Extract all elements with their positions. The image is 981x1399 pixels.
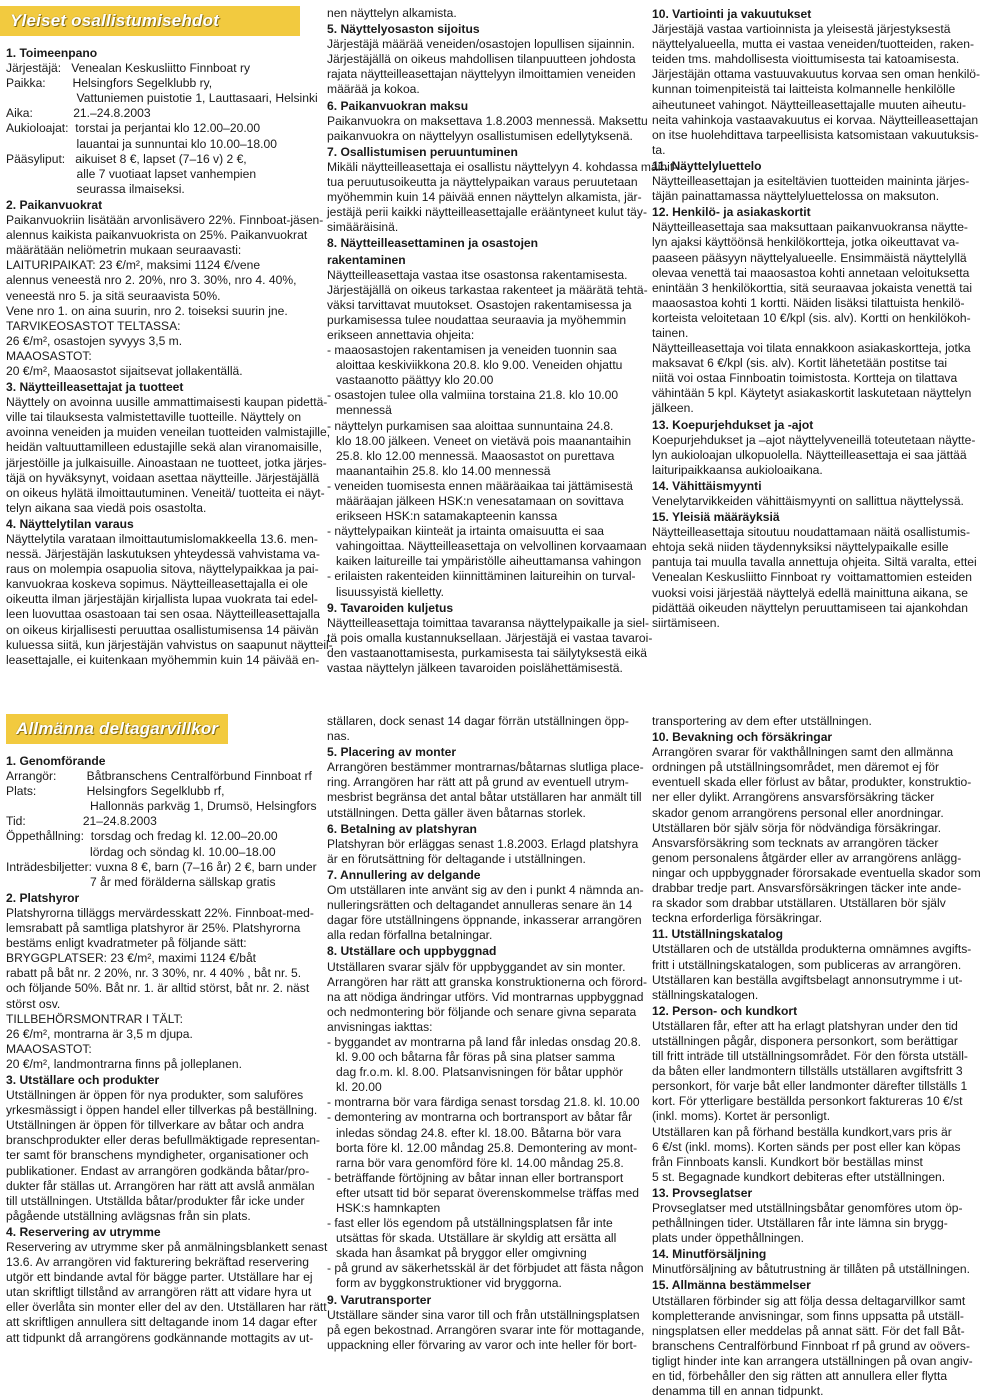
text-line: Öppethållning: torsdag och fredag kl. 12.00–20.00 bbox=[6, 829, 278, 844]
text-line: plats under öppethållningen. bbox=[652, 1231, 804, 1246]
section-heading: 9. Tavaroiden kuljetus bbox=[327, 600, 454, 615]
text-line: - byggandet av montrarna på land får inledas onsdag 20.8. bbox=[327, 1034, 641, 1049]
text-line: skada han åsamkat på bryggor eller omgivning bbox=[336, 1246, 587, 1261]
text-line: alennus veneestä nro 2. 20%, nro 3. 30%, nro 4. 40%, bbox=[6, 273, 297, 288]
section-heading: 10. Vartiointi ja vakuutukset bbox=[652, 7, 812, 21]
text-line: MAAOSASTOT: bbox=[6, 348, 92, 363]
text-line: - erilaisten rakenteiden kiinnittäminen laitureihin on turval- bbox=[327, 569, 636, 584]
swedish-banner-title: Allmänna deltagarvillkor bbox=[16, 719, 219, 738]
text-line: määrää ja kokoa. bbox=[327, 82, 420, 97]
text-line: - osastojen tulee olla valmiina torstaina 21.8. klo 10.00 bbox=[327, 388, 619, 403]
text-line: aiheutuneet vahingot. Näytteilleasettajalle muuten aiheutu- bbox=[652, 97, 966, 112]
text-line: simääräisinä. bbox=[327, 220, 399, 235]
text-line: tigligt hinder inte kan arrangera utställningen på ovan angiv- bbox=[652, 1353, 973, 1368]
text-line: väksi tarvittavat muutokset. Osastojen rakentamisessa ja bbox=[327, 297, 632, 312]
text-line: - montrarna bör vara färdiga senast torsdag 21.8. kl. 10.00 bbox=[327, 1095, 640, 1110]
text-line: laituripaikkaansa aukioloaikana. bbox=[652, 462, 823, 477]
text-line: 5 st. Begagnade kundkort debiteras efter utställningen. bbox=[652, 1169, 946, 1184]
text-line: kunnan toimenpiteistä tai laitteista kolmannelle henkilölle bbox=[652, 82, 956, 97]
text-line: lyn ajaksi käyttöönsä henkilökortteja, jotka oikeuttavat va- bbox=[652, 235, 960, 250]
text-line: - fast eller lös egendom på utställningsplatsen får inte bbox=[327, 1216, 613, 1231]
finnish-banner bbox=[0, 6, 300, 36]
text-line: utan skriftligt tillstånd av arrangören rätt att vidare hyra ut bbox=[6, 1285, 312, 1300]
text-line: Pääsyliput: aikuiset 8 €, lapset (7–16 v) 2 €, bbox=[6, 151, 247, 166]
text-line: och följande 50%. Båt nr. 1. är alltid störst, båt nr. 2. näst bbox=[6, 981, 310, 996]
text-line: klo 18.00 jälkeen. Veneet on vietävä pois maanantaihin bbox=[336, 433, 632, 448]
text-line: Näyttelytila varataan ilmoittautumislomakkeella 13.6. men- bbox=[6, 532, 318, 546]
text-line: nen näyttelyn alkamista. bbox=[327, 6, 457, 20]
text-line: lyn aukioloajan ulkopuolella. Näytteilleasettaja ei saa jättää bbox=[652, 447, 967, 462]
section-heading: 7. Osallistumisen peruuntuminen bbox=[327, 144, 518, 159]
text-line: bestäms enligt kvadratmeter på följande sätt: bbox=[6, 936, 247, 951]
text-line: tua peruutusoikeutta ja näyttelypaikan varaus peruutetaan bbox=[327, 175, 638, 190]
text-line: Mikäli näytteilleasettaja ei osallistu näyttelyyn 4. kohdassa mainit- bbox=[327, 159, 678, 174]
text-line: Om utställaren inte använt sig av den i punkt 4 nämnda an- bbox=[327, 883, 644, 898]
text-line: pantuja tai muulla tavalla annettuja ohjeita. Siltä varalta, ettei bbox=[652, 555, 977, 570]
section-heading: 14. Minutförsäljning bbox=[652, 1247, 767, 1262]
text-line: pidättää oikeuden näyttelyn peruuttamiseen tai ajankohdan bbox=[652, 600, 969, 615]
section-heading: 4. Reservering av utrymme bbox=[6, 1224, 161, 1239]
section-heading: 1. Genomförande bbox=[6, 754, 106, 768]
section-heading: 6. Betalning av platshyran bbox=[327, 821, 477, 836]
text-line: 26 €/m², montrarna är 3,5 m djupa. bbox=[6, 1026, 193, 1041]
text-line: tainen. bbox=[652, 325, 689, 340]
text-line: 6 €/st (inkl. moms). Korten sänds per post eller kan köpas bbox=[652, 1139, 961, 1154]
text-line: lemsrabatt på samtliga platshyror är 25%. Platshyrorna bbox=[6, 921, 301, 936]
section-heading: 13. Koepurjehdukset ja -ajot bbox=[652, 417, 814, 432]
text-line: nulleringsrätten och deltagandet annulleras senare än 14 bbox=[327, 898, 633, 913]
text-line: mesbrist begränsa det antal båtar utställaren har anmält till bbox=[327, 790, 642, 805]
text-line: ter samt för branschens myndigheter, organisationer och bbox=[6, 1148, 309, 1163]
text-line: nas. bbox=[327, 729, 350, 744]
text-line: - beträffande förtöjning av båtar innan eller bortransport bbox=[327, 1170, 624, 1185]
text-line: Näytteilleasettaja voi tilata ennakkoon asiakaskortteja, jotka bbox=[652, 341, 971, 356]
text-line: dagar före utställningens öppnande, inkasserar arrangören bbox=[327, 913, 642, 928]
text-line: branschens Centralförbund Finnboat rf på grund av oövers- bbox=[652, 1338, 970, 1353]
text-line: Järjestäjä: Venealan Keskusliitto Finnboat ry bbox=[6, 61, 251, 76]
text-line: Paikanvuokra on maksettava 1.8.2003 mennessä. Maksettu bbox=[327, 113, 648, 128]
text-line: - näyttelypaikan kiinteät ja irtainta omaisuutta ei saa bbox=[327, 524, 604, 539]
text-line: lördag och söndag kl. 10.00–18.00 bbox=[6, 844, 276, 859]
text-line: Utställare sänder sina varor till och från utställningsplatsen bbox=[327, 1307, 640, 1322]
text-line: från Finnboats kansli. Kundkort bör beställas minst bbox=[652, 1154, 923, 1169]
text-line: siirtämiseen. bbox=[652, 615, 720, 630]
text-line: leen luovuttaa osastoaan tai sen osaa. Näytteilleasettajalla bbox=[6, 607, 320, 622]
text-line: drabbar tredje part. Ansvarsförsäkringen täcker inte ande- bbox=[652, 881, 962, 896]
text-line: uppackning eller förvaring av varor och inte heller för bort- bbox=[327, 1337, 637, 1352]
section-heading: 12. Henkilö- ja asiakaskortit bbox=[652, 205, 811, 220]
text-line: Järjestäjä vastaa vartioinnista ja yleisestä järjestyksestä bbox=[652, 22, 951, 37]
text-line: dag fr.o.m. kl. 8.00. Platsanvisningen för båtar upphör bbox=[336, 1065, 624, 1080]
section-heading: 15. Yleisiä määräyksiä bbox=[652, 510, 780, 525]
text-line: eller överlåta sin monter eller del av den. Utställaren har rätt bbox=[6, 1300, 327, 1315]
text-line: na att nödiga ändringar utförs. Vid montrarnas uppbyggnad bbox=[327, 989, 644, 1004]
text-line: 13.6. Av arrangören vid fakturering bekräftad reservering bbox=[6, 1255, 309, 1270]
text-line: vastaanotto päättyy klo 20.00 bbox=[336, 373, 494, 388]
swedish-banner bbox=[6, 714, 228, 744]
text-line: Utställaren kan på förhand beställa kundkort,vars pris är bbox=[652, 1124, 952, 1139]
text-line: 7 år med förälderna sällskap gratis bbox=[6, 874, 276, 889]
text-line: olevaa venettä tai maaosastoa kohti annetaan veloituksetta bbox=[652, 265, 970, 280]
text-line: Järjestäjällä on oikeus mahdollisen tilanpuutteen johdosta bbox=[327, 52, 636, 67]
text-line: jestäjä perii kaikki näytteilleasettajalle erääntyneet kulut täy- bbox=[327, 205, 647, 220]
text-line: aloittaa keskiviikkona 20.8. klo 9.00. Veneiden ohjattu bbox=[336, 358, 623, 373]
text-line: utgör ett bindande avtal för bägge parter. Utställare har ej bbox=[6, 1270, 313, 1285]
text-line: on oikeus kirjallisesti peruuttaa osallistumisensa 14 päivän bbox=[6, 622, 319, 637]
text-line: enintään 3 henkilökorttia, sitä seuraavaa jokaista venettä tai bbox=[652, 280, 973, 295]
section-heading: 14. Vähittäismyynti bbox=[652, 478, 762, 493]
text-line: vahingoittaa. Näytteilleasettaja on velvollinen korvaamaan bbox=[336, 539, 647, 554]
section-heading: 6. Paikanvuokran maksu bbox=[327, 98, 469, 113]
text-line: TARVIKEOSASTOT TELTASSA: bbox=[6, 318, 181, 333]
text-line: LAITURIPAIKAT: 23 €/m², maksimi 1124 €/vene bbox=[6, 258, 261, 273]
text-line: personkort, för varje båt eller landmonter därefter tillställs 1 bbox=[652, 1079, 968, 1094]
text-line: Hallonnäs parkväg 1, Drumsö, Helsingfors bbox=[6, 799, 317, 814]
text-line: Näytteilleasettaja saa maksuttaan paikanvuokransa näytte- bbox=[652, 220, 968, 235]
text-line: publikationer. Endast av arrangören godkända båtar/pro- bbox=[6, 1163, 310, 1178]
text-line: rabatt på båt nr. 2 20%, nr. 3 30%, nr. 4 40% , båt nr. 5. bbox=[6, 966, 302, 981]
text-line: Plats: Helsingfors Segelklubb rf, bbox=[6, 784, 225, 799]
text-line: är en förutsättning för deltagande i utställningen. bbox=[327, 851, 586, 866]
swedish-column-1 bbox=[6, 714, 328, 1365]
text-line: till utställningen. Utställda båtar/produkter får icke under bbox=[6, 1193, 305, 1208]
text-line: 20 €/m², Maaosastot sijaitsevat jollakentällä. bbox=[6, 363, 243, 378]
text-line: maanantaihin 25.8. klo 14.00 mennessä bbox=[336, 463, 551, 478]
text-line: yrkesmässigt i öppen handel eller tillverkas på beställning. bbox=[6, 1103, 318, 1118]
text-line: tä pois omalla kustannuksellaan. Järjestäjä ei vastaa tavaroi- bbox=[327, 630, 653, 645]
swedish-column-2 bbox=[327, 714, 647, 1365]
text-line: alle 7 vuotiaat lapset vanhempien bbox=[6, 166, 257, 181]
section-heading: 11. Näyttelyluettelo bbox=[652, 158, 762, 173]
text-line: Näytteilleasettaja toimittaa tavaransa näyttelypaikalle ja siel- bbox=[327, 615, 649, 630]
section-heading: 7. Annullering av delgande bbox=[327, 867, 481, 882]
text-line: järjestöille ja julkaisuille. Ainoastaan ne tuotteet, jotka järjes- bbox=[6, 455, 327, 470]
finnish-column-3 bbox=[652, 6, 981, 700]
text-line: neita vahinkoja vastaavakuutus ei korvaa. Näytteilleasettajan bbox=[652, 112, 979, 127]
section-heading: 1. Toimeenpano bbox=[6, 46, 98, 60]
text-line: paikanvuokra on näyttelyyn osallistumisen edellytyksenä. bbox=[327, 128, 633, 143]
text-line: leasettajalle, ei kuitenkaan myöhemmin kuin 14 päivää en- bbox=[6, 652, 320, 667]
text-line: BRYGGPLATSER: 23 €/m², maximi 1124 €/båt bbox=[6, 951, 257, 966]
text-line: ordningen på utställningsområdet, men däremot ej för bbox=[652, 760, 940, 775]
text-line: Venelytarvikkeiden vähittäismyynti on sallittua näyttelyssä. bbox=[652, 494, 964, 508]
text-line: erikseen annettavia ohjeita: bbox=[327, 327, 475, 342]
finnish-column-1 bbox=[6, 6, 333, 700]
text-line: pågående utställning avlägsnas från sin plats. bbox=[6, 1208, 251, 1223]
text-line: niitä voi ostaa Finnboatin toimistosta. Kortteja on tilattava bbox=[652, 371, 958, 386]
finnish-banner-title: Yleiset osallistumisehdot bbox=[10, 11, 220, 30]
text-line: Platshyrorna tilläggs mervärdesskatt 22%. Finnboat-med- bbox=[6, 905, 314, 920]
text-line: täjä on hyväksynyt, voidaan asettaa näytteille. Järjestäjällä bbox=[6, 470, 320, 485]
text-line: Näytteilleasettajan ja esiteltävien tuotteiden maininta järjes- bbox=[652, 174, 970, 189]
section-heading: 2. Platshyror bbox=[6, 890, 80, 905]
text-line: att skriftligen annullera sitt deltagande inom 14 dagar efter bbox=[6, 1315, 318, 1330]
section-heading: 10. Bevakning och försäkringar bbox=[652, 730, 833, 745]
section-heading: 3. Näytteilleasettajat ja tuotteet bbox=[6, 380, 184, 395]
text-line: störst osv. bbox=[6, 996, 61, 1011]
text-line: da båten eller landmontern tillställs utställaren avgiftsfritt 3 bbox=[652, 1064, 963, 1079]
text-line: Utställningen är öppen för nya produkter, som saluföres bbox=[6, 1088, 304, 1103]
section-heading: 5. Näyttelyosaston sijoitus bbox=[327, 22, 480, 37]
text-line: TILLBEHÖRSMONTRAR I TÄLT: bbox=[6, 1011, 183, 1026]
swedish-section bbox=[0, 708, 981, 1399]
text-line: kl. 20.00 bbox=[336, 1080, 382, 1095]
text-line: Ansvarsförsäkring som tecknats av arrangören täcker bbox=[652, 835, 939, 850]
text-line: Minutförsäljning av båtutrustning är tillåten på utställningen. bbox=[652, 1262, 970, 1277]
text-line: jälkeen. bbox=[652, 401, 694, 416]
text-line: kompletterande anvisningar, som finns uppsatta på utställ- bbox=[652, 1308, 964, 1323]
text-line: genom personalens åtgärder eller av arrangörens anlägg- bbox=[652, 850, 962, 865]
text-line: kaiken laitureille tai ympäristölle aiheuttamansa vahingon bbox=[336, 554, 642, 569]
text-line: alla redan förfallna betalningar. bbox=[327, 928, 493, 943]
text-line: 25.8. klo 12.00 mennessä. Maaosastot on purettava bbox=[336, 448, 615, 463]
text-line: eventuell skada eller förlust av båtar, produkter, konstruktio- bbox=[652, 775, 972, 790]
text-line: utställningen pågår, disponera personkort, som berättigar bbox=[652, 1033, 958, 1048]
text-line: 20 €/m², landmontrarna finns på jolleplanen. bbox=[6, 1056, 242, 1071]
text-line: Vene nro 1. on aina suurin, nro 2. toiseksi suurin jne. bbox=[6, 303, 288, 318]
text-line: Utställaren kan beställa avgiftsbelagt annonsutrymme i ut- bbox=[652, 972, 963, 987]
text-line: Tid: 21–24.8.2003 bbox=[6, 814, 157, 829]
text-line: teckna erforderliga försäkringar. bbox=[652, 911, 823, 926]
text-line: Utställaren får, efter att ha erlagt platshyran under den tid bbox=[652, 1018, 958, 1033]
text-line: Paikka: Helsingfors Segelklubb ry, bbox=[6, 76, 213, 91]
text-line: till fritt inträde till utställningsområdet. För den första utställ- bbox=[652, 1049, 968, 1064]
text-line: heidän valtuuttamilleen edustajille sekä alan viranomaisille, bbox=[6, 440, 322, 455]
text-line: Arrangören svarar för vakthållningen samt den allmänna bbox=[652, 745, 954, 760]
text-line: lauantai ja sunnuntai klo 10.00–18.00 bbox=[6, 136, 277, 151]
text-line: Koepurjehdukset ja –ajot näyttelyveneillä toteutetaan näytte- bbox=[652, 432, 976, 447]
text-line: utsättas för skada. Utställare är skyldig att ersätta all bbox=[336, 1231, 617, 1246]
text-line: ville tai tilauksesta valmistettaville tuotteille. Näyttely on bbox=[6, 410, 302, 425]
text-line: Aukioloajat: torstai ja perjantai klo 12.00–20.00 bbox=[6, 121, 261, 136]
text-line: kort. För ytterligare beställda personkort faktureras 10 €/st bbox=[652, 1094, 963, 1109]
text-line: vähintään 5 kpl. Käytetyt asiakaskortit laskutetaan näyttelyn bbox=[652, 386, 972, 401]
swedish-column-3 bbox=[652, 714, 981, 1399]
text-line: utställningen. Detta gäller även båtarnas storlek. bbox=[327, 805, 586, 820]
text-line: vuoksi voisi järjestää näyttelyä edellä mainittuna aikana, se bbox=[652, 585, 968, 600]
text-line: on oikeus hylätä ilmoittautuminen. Veneitä/ tuotteita ei näyt- bbox=[6, 485, 325, 500]
text-line: Järjestäjällä on oikeus tarkastaa rakenteet ja määrätä tehtä- bbox=[327, 282, 648, 297]
text-line: - veneiden tuomisesta ennen määräaikaa tai jättämisestä bbox=[327, 478, 633, 493]
section-heading: rakentaminen bbox=[327, 252, 406, 267]
text-line: Utställaren förbinder sig att följa dessa deltagarvillkor samt bbox=[652, 1293, 966, 1308]
text-line: på egen bekostnad. Arrangören svarar inte för mottagande, bbox=[327, 1322, 645, 1337]
text-line: Reservering av utrymme sker på anmälningsblankett senast bbox=[6, 1240, 328, 1254]
section-heading: 4. Näyttelytilan varaus bbox=[6, 516, 134, 531]
text-line: ner eller dylikt. Arrangörens ansvarsförsäkring täcker bbox=[652, 790, 935, 805]
text-line: skador genom arrangörens personal eller anordningar. bbox=[652, 805, 944, 820]
text-line: on itse huolehdittava tarpeellisista katsomistaan vakuutuksis- bbox=[652, 127, 979, 142]
text-line: fritt i utställningskatalogen, som publiceras av arrangören. bbox=[652, 957, 962, 972]
text-line: efter utsatt tid bör separat överenskommelse träffas med bbox=[336, 1185, 639, 1200]
section-heading: 9. Varutransporter bbox=[327, 1292, 432, 1307]
section-heading: 5. Placering av monter bbox=[327, 745, 457, 760]
text-line: HSK:s hamnkapten bbox=[336, 1201, 441, 1215]
text-line: Näytteilleasettaja vastaa itse osastonsa rakentamisesta. bbox=[327, 267, 628, 282]
text-line: och nedmontering bör följande och senare givna separata bbox=[327, 1004, 637, 1019]
section-heading: 3. Utställare och produkter bbox=[6, 1072, 160, 1087]
text-line: Utställningen är öppen för tillverkare av båtar och andra bbox=[6, 1118, 304, 1133]
text-line: Arrangören bestämmer montrarnas/båtarnas slutliga place- bbox=[327, 760, 644, 775]
text-line: kanvuokraa koskeva sopimus. Näytteilleasettajalla ei ole bbox=[6, 577, 308, 592]
text-line: paaseen pääsyyn näyttelyalueelle. Ensimmäistä näyttelyllä bbox=[652, 250, 967, 265]
text-line: Paikanvuokriin lisätään arvonlisävero 22%. Finnboat-jäsen- bbox=[6, 213, 324, 228]
section-heading: 13. Provseglatser bbox=[652, 1185, 753, 1200]
text-line: denamma till en annan tidpunkt. bbox=[652, 1384, 824, 1399]
text-line: Platshyran bör erläggas senast 1.8.2003. Erlagd platshyra bbox=[327, 836, 639, 851]
text-line: - maaosastojen rakentamisen ja veneiden tuonnin saa bbox=[327, 343, 617, 358]
text-line: Venealan Keskusliitto Finnboat ry voittamattomien esteiden bbox=[652, 570, 972, 585]
text-line: Näytteilleasettaja sitoutuu noudattamaan näitä osallistumis- bbox=[652, 525, 970, 540]
text-line: Inträdesbiljetter: vuxna 8 €, barn (7–16 år) 2 €, barn under bbox=[6, 859, 317, 874]
text-line: seurassa ilmaiseksi. bbox=[6, 181, 185, 196]
text-line: MAAOSASTOT: bbox=[6, 1041, 92, 1056]
text-line: Aika: 21.–24.8.2003 bbox=[6, 106, 151, 121]
text-line: rarna bör vara genomförd före kl. 14.00 måndag 25.8. bbox=[336, 1155, 624, 1170]
text-line: den vastaanottamisesta, purkamisesta tai säilytyksestä eikä bbox=[327, 645, 647, 660]
text-line: en tid, förbehåller den sig rätten att annullera eller flytta bbox=[652, 1369, 948, 1384]
text-line: lisuussyistä kielletty. bbox=[336, 584, 444, 599]
text-line: täjän painattamassa näyttelyluettelossa on maksuton. bbox=[652, 189, 940, 204]
text-line: inledas söndag 24.8. efter kl. 18.00. Båtarna bör vara bbox=[336, 1125, 622, 1140]
text-line: oikeutta ilman järjestäjän kirjallista lupaa vuokrata tai edel- bbox=[6, 592, 318, 607]
text-line: veneestä nro 5. ja sitä seuraavista 50%. bbox=[6, 288, 221, 303]
text-line: Provseglatser med utställningsbåtar genomföres utom öp- bbox=[652, 1201, 963, 1215]
text-line: - på grund av säkerhetsskäl är det förbjudet att fästa någon bbox=[327, 1261, 644, 1276]
text-line: Utställaren svarar själv för uppbyggandet av sin monter. bbox=[327, 959, 626, 974]
text-line: (inkl. moms). Kortet är personligt. bbox=[652, 1109, 831, 1124]
text-line: vastaa näyttelyn jälkeen tavaroiden poislähettämisestä. bbox=[327, 661, 623, 676]
text-line: Arrangören har rätt att granska konstruktionerna och förord- bbox=[327, 974, 647, 989]
text-line: Järjestäjä määrää veneiden/osastojen lopullisen sijainnin. bbox=[327, 37, 635, 52]
text-line: purkamisessa tulee noudattaa seuraavia ja myöhemmin bbox=[327, 312, 627, 327]
text-line: ehtoja sekä niiden täydennyksiksi näyttelypaikalle esille bbox=[652, 540, 949, 555]
text-line: erikseen HSK:n satamakapteenin kanssa bbox=[336, 509, 558, 524]
text-line: Järjestäjän ottama vastuuvakuutus korvaa sen oman henkilö- bbox=[652, 67, 981, 82]
text-line: - demontering av montrarna och bortransport av båtar får bbox=[327, 1110, 633, 1125]
text-line: kl. 9.00 och båtarna får föras på sina platser samma bbox=[336, 1050, 615, 1065]
text-line: kuluessa siitä, kun järjestäjän vahvistus on saapunut näytteil- bbox=[6, 637, 333, 652]
text-line: ta. bbox=[652, 142, 666, 157]
text-line: korteista veloitetaan 10 €/kpl (sis. alv). Kortti on henkilökoh- bbox=[652, 310, 971, 325]
section-heading: 15. Allmänna bestämmelser bbox=[652, 1278, 811, 1293]
text-line: 26 €/m², osastojen syvyys 3,5 m. bbox=[6, 333, 183, 348]
text-line: avoinna veneiden ja muiden veneilan tuotteiden valmistajille, bbox=[6, 425, 331, 440]
text-line: mennessä bbox=[336, 403, 392, 418]
text-line: - näyttelyn purkamisen saa aloittaa sunnuntaina 24.8. bbox=[327, 418, 614, 433]
text-line: att tidpunkt då arrangörens godkännande mottagits av ut- bbox=[6, 1330, 314, 1345]
text-line: ningsplatsen eller meddelas på annat sätt. För det fall Båt- bbox=[652, 1323, 965, 1338]
text-line: ring. Arrangören har rätt att på grund av eventuell utrym- bbox=[327, 775, 629, 790]
text-line: alennus kaikista paikanvuokrista on 25%. Paikanvuokrat bbox=[6, 228, 308, 243]
text-line: Arrangör: Båtbranschens Centralförbund Finnboat rf bbox=[6, 769, 312, 784]
text-line: nessä. Järjestäjän laskutuksen yhteydessä vahvistama va- bbox=[6, 547, 320, 562]
section-heading: 8. Näytteilleasettaminen ja osastojen bbox=[327, 236, 539, 251]
text-line: transportering av dem efter utställningen. bbox=[652, 714, 872, 728]
text-line: ställaren, dock senast 14 dagar förrän utställningen öpp- bbox=[327, 714, 629, 728]
text-line: dukter får ställas ut. Arrangören har rätt att avslå anmälan bbox=[6, 1178, 315, 1193]
section-heading: 12. Person- och kundkort bbox=[652, 1003, 798, 1018]
text-line: Näyttely on avoinna uusille ammattimaisesti kaupan pidettä- bbox=[6, 395, 328, 410]
text-line: Vattuniemen puistotie 1, Lauttasaari, Helsinki bbox=[6, 91, 318, 106]
text-line: branschprodukter eller deras befullmäktigade representan- bbox=[6, 1133, 320, 1148]
text-line: raus on molempia osapuolia sitova, näyttelypaikkaa ja pai- bbox=[6, 562, 319, 577]
text-line: Utställaren och de utställda produkterna omnämnes avgifts- bbox=[652, 942, 972, 957]
text-line: ra skador som drabbar utställaren. Utställaren bör själv bbox=[652, 896, 946, 911]
text-line: ställningskatalogen. bbox=[652, 987, 759, 1002]
section-heading: 8. Utställare och uppbyggnad bbox=[327, 944, 497, 959]
text-line: myöhemmin kuin 14 päivää ennen näyttelyn alkamista, jär- bbox=[327, 190, 642, 205]
text-line: Utställaren bör själv sörja för nödvändiga försäkringar. bbox=[652, 820, 942, 835]
text-line: määräajan jälkeen HSK:n venesatamaan on sovittava bbox=[336, 494, 624, 508]
text-line: määrätään neliömetrin mukaan seuraavasti: bbox=[6, 243, 242, 258]
text-line: pethållningen tider. Utställaren får inte lämna sin brygg- bbox=[652, 1216, 948, 1231]
text-line: näyttelyalueella, mutta ei vastaa veneiden/tuotteiden, raken- bbox=[652, 37, 975, 52]
text-line: telyn aikana saa viedä pois osastolta. bbox=[6, 500, 207, 515]
text-line: borta före kl. 12.00 måndag 25.8. Demontering av mont- bbox=[336, 1140, 638, 1155]
text-line: maksavat 6 €/kpl (sis. alv). Kortit lähetetään postitse tai bbox=[652, 356, 948, 371]
text-line: form av byggkonstruktioner vid bryggorna. bbox=[336, 1276, 562, 1291]
text-line: ningar och uppbyggnader förorsakade eventuella skador som bbox=[652, 865, 981, 880]
section-heading: 2. Paikanvuokrat bbox=[6, 197, 103, 212]
text-line: maaosastoa kohti 1 kortti. Näiden lisäksi tilattuista henkilö- bbox=[652, 295, 965, 310]
section-heading: 11. Utställningskatalog bbox=[652, 927, 784, 942]
text-line: rajata näytteilleasettajan näyttelyyn ilmoittamien veneiden bbox=[327, 67, 636, 82]
text-line: anvisningas iakttas: bbox=[327, 1019, 433, 1034]
text-line: teiden tms. mahdollisesta vioittumisesta tai katoamisesta. bbox=[652, 52, 960, 67]
